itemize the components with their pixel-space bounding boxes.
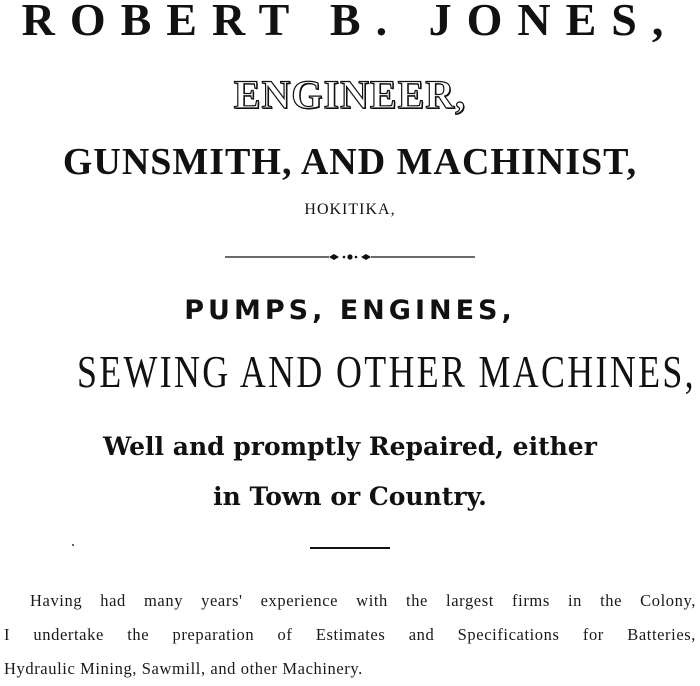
business-name: ROBERT B. JONES, [21, 0, 679, 45]
print-speck [72, 544, 74, 546]
ornamental-rule [225, 250, 475, 264]
body-line: Having had many years' experience with the largest firms in the Colony, [30, 591, 696, 610]
body-paragraph [4, 584, 696, 686]
repair-line-1: Well and promptly Repaired, either [103, 432, 597, 461]
profession-heading [0, 72, 700, 118]
services-heading-2: SEWING AND OTHER MACHINES, [77, 346, 696, 397]
profession-text: ENGINEER, [233, 72, 467, 117]
divider-rule [310, 547, 390, 549]
location-text: HOKITIKA, [304, 201, 396, 218]
trades-heading: GUNSMITH, AND MACHINIST, [62, 141, 638, 183]
body-line: Hydraulic Mining, Sawmill, and other Machinery. [4, 659, 363, 678]
body-line: I undertake the preparation of Estimates and Specifications for Batteries, [4, 625, 696, 644]
services-heading-1: PUMPS, ENGINES, [184, 295, 516, 326]
repair-line-2: in Town or Country. [213, 482, 487, 511]
